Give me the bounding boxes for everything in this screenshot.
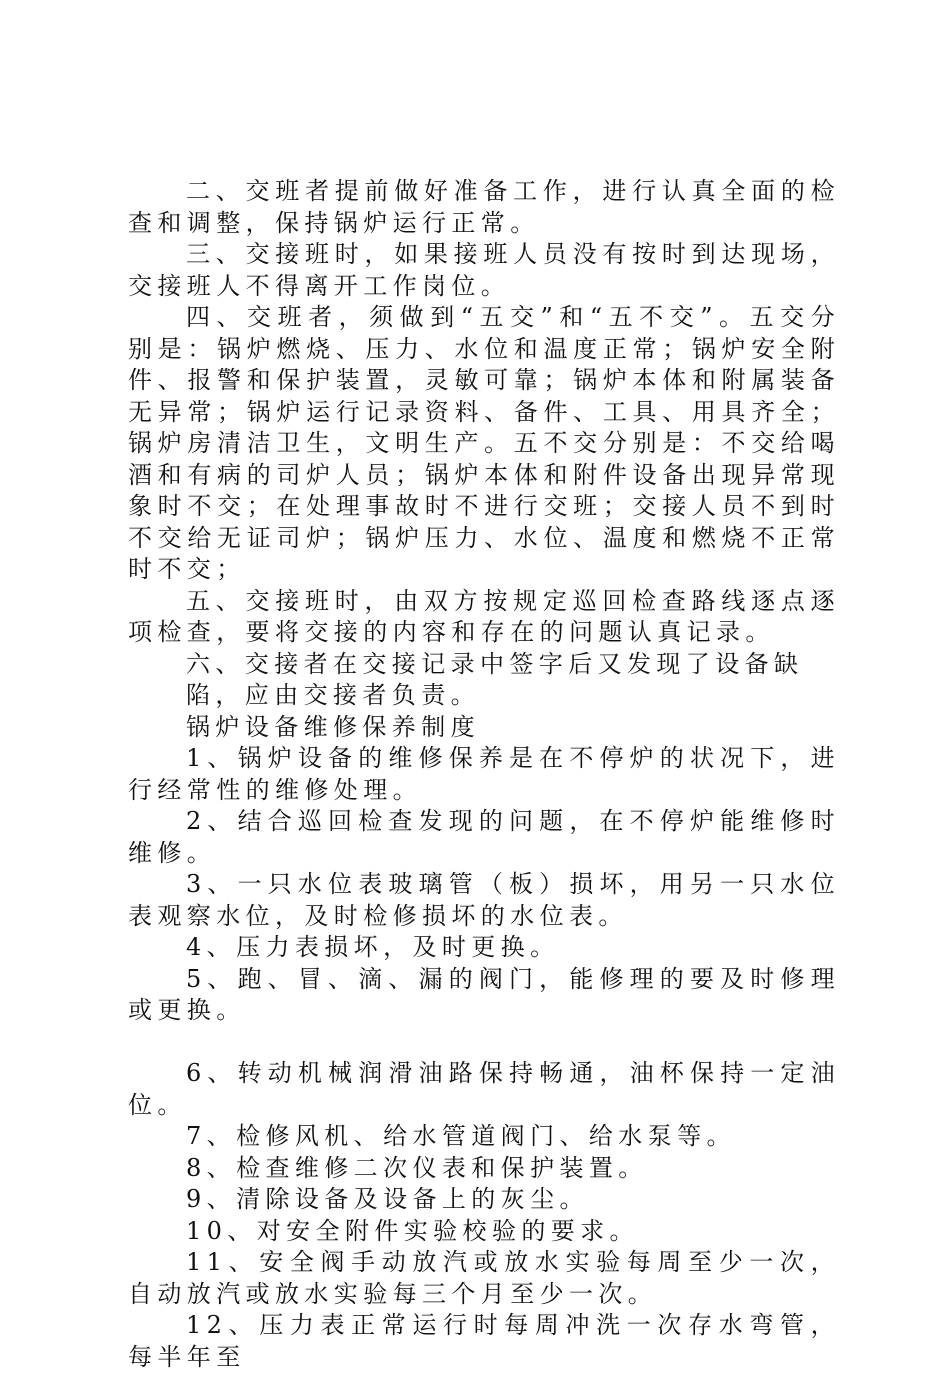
list-item-maintenance-6: 6、转动机械润滑油路保持畅通，油杯保持一定油位。 (128, 1059, 840, 1119)
paragraph-handover-preparation: 二、交班者提前做好准备工作，进行认真全面的检查和调整，保持锅炉运行正常。 (128, 177, 840, 237)
list-item-maintenance-3: 3、一只水位表玻璃管（板）损坏，用另一只水位表观察水位，及时检修损坏的水位表。 (128, 870, 840, 930)
list-item-maintenance-1: 1、锅炉设备的维修保养是在不停炉的状况下，进行经常性的维修处理。 (128, 744, 840, 804)
paragraph-inspection-route: 五、交接班时，由双方按规定巡回检查路线逐点逐项检查，要将交接的内容和存在的问题认真记录。 (128, 586, 840, 646)
list-item-maintenance-8: 8、检查维修二次仪表和保护装置。 (186, 1153, 648, 1182)
list-item-maintenance-10: 10、对安全附件实验校验的要求。 (186, 1216, 639, 1245)
list-item-maintenance-11: 11、安全阀手动放汽或放水实验每周至少一次，自动放汽或放水实验每三个月至少一次。 (128, 1248, 840, 1308)
list-item-maintenance-9: 9、清除设备及设备上的灰尘。 (186, 1185, 589, 1213)
document-body (128, 176, 840, 1373)
list-item-maintenance-5: 5、跑、冒、滴、漏的阀门，能修理的要及时修理或更换。 (128, 964, 840, 1024)
list-item-maintenance-12: 12、压力表正常运行时每周冲洗一次存水弯管，每半年至 (128, 1311, 840, 1371)
paragraph-handover-absence: 三、交接班时，如果接班人员没有按时到达现场，交接班人不得离开工作岗位。 (128, 240, 840, 300)
paragraph-signature-responsibility: 陷，应由交接者负责。 (186, 681, 480, 709)
list-item-maintenance-2: 2、结合巡回检查发现的问题，在不停炉能维修时维修。 (128, 807, 840, 867)
paragraph-five-handover-rules: 四、交班者，须做到“五交”和“五不交”。五交分别是：锅炉燃烧、压力、水位和温度正常；锅炉安全附件、报警和保护装置，灵敏可靠；锅炉本体和附属装备无异常；锅炉运行记录资料、备件、工具、用具齐全；锅炉房清洁卫生，文明生产。五不交分别是：不交给喝酒和有病的司炉人员；锅炉本体和附件设备出现异常现象时不交；在处理事故时不进行交班；交接人员不到时不交给无证司炉；锅炉压力、水位、温度和燃烧不正常时不交； (128, 303, 840, 583)
paragraph-signature-defect: 六、交接者在交接记录中签字后又发现了设备缺 (186, 649, 804, 678)
section-heading-maintenance-system: 锅炉设备维修保养制度 (186, 712, 480, 741)
list-item-maintenance-7: 7、检修风机、给水管道阀门、给水泵等。 (186, 1122, 736, 1150)
list-item-maintenance-4: 4、压力表损坏，及时更换。 (186, 933, 560, 961)
